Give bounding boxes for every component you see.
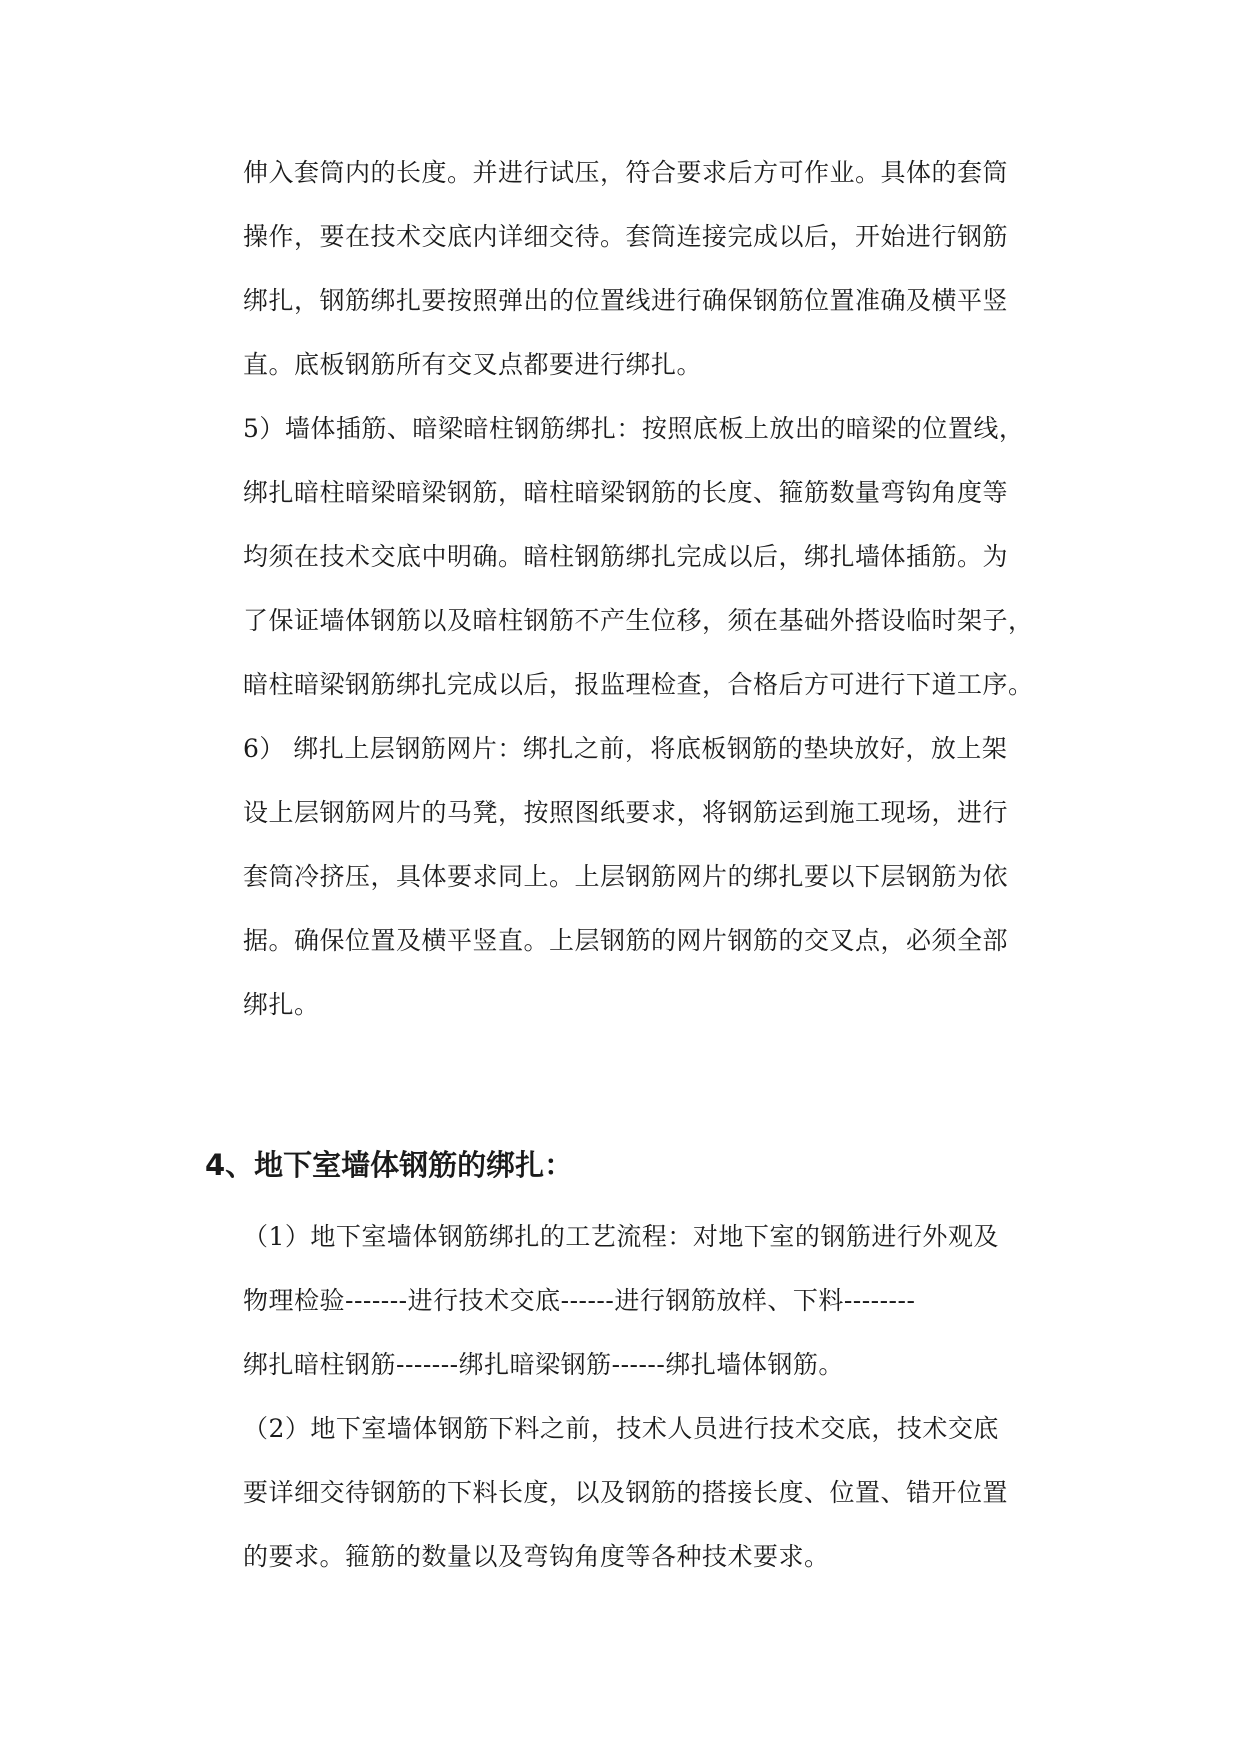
- text-line: 暗柱暗梁钢筋绑扎完成以后，报监理检查，合格后方可进行下道工序。: [243, 670, 1034, 699]
- text-line: 要详细交待钢筋的下料长度，以及钢筋的搭接长度、位置、错开位置: [243, 1478, 1009, 1507]
- text-line: 绑扎，钢筋绑扎要按照弹出的位置线进行确保钢筋位置准确及横平竖: [243, 286, 1009, 315]
- text-line: 套筒冷挤压，具体要求同上。上层钢筋网片的绑扎要以下层钢筋为依: [243, 862, 1009, 891]
- text-line: 物理检验-------进行技术交底------进行钢筋放样、下料--------: [243, 1286, 916, 1315]
- text-line: 5）墙体插筋、暗梁暗柱钢筋绑扎：按照底板上放出的暗梁的位置线，: [243, 414, 1025, 443]
- text-line: 直。底板钢筋所有交叉点都要进行绑扎。: [243, 350, 703, 379]
- text-line: 绑扎暗柱暗梁暗梁钢筋，暗柱暗梁钢筋的长度、箍筋数量弯钩角度等: [243, 478, 1009, 507]
- text-line: 操作，要在技术交底内详细交待。套筒连接完成以后，开始进行钢筋: [243, 222, 1009, 251]
- text-line: （2）地下室墙体钢筋下料之前，技术人员进行技术交底，技术交底: [243, 1414, 999, 1443]
- section-heading: 4、地下室墙体钢筋的绑扎：: [205, 1148, 574, 1182]
- text-line: 6） 绑扎上层钢筋网片：绑扎之前，将底板钢筋的垫块放好，放上架: [243, 734, 1008, 763]
- text-line: 均须在技术交底中明确。暗柱钢筋绑扎完成以后，绑扎墙体插筋。为: [243, 542, 1009, 571]
- text-line: 绑扎暗柱钢筋-------绑扎暗梁钢筋------绑扎墙体钢筋。: [243, 1350, 844, 1379]
- text-line: 据。确保位置及横平竖直。上层钢筋的网片钢筋的交叉点，必须全部: [243, 926, 1009, 955]
- text-line: 设上层钢筋网片的马凳，按照图纸要求，将钢筋运到施工现场，进行: [243, 798, 1009, 827]
- text-line: 绑扎。: [243, 990, 320, 1019]
- text-line: 伸入套筒内的长度。并进行试压，符合要求后方可作业。具体的套筒: [243, 158, 1009, 187]
- text-line: 了保证墙体钢筋以及暗柱钢筋不产生位移，须在基础外搭设临时架子，: [243, 606, 1034, 635]
- text-line: （1）地下室墙体钢筋绑扎的工艺流程：对地下室的钢筋进行外观及: [243, 1222, 999, 1251]
- text-line: 的要求。箍筋的数量以及弯钩角度等各种技术要求。: [243, 1542, 830, 1571]
